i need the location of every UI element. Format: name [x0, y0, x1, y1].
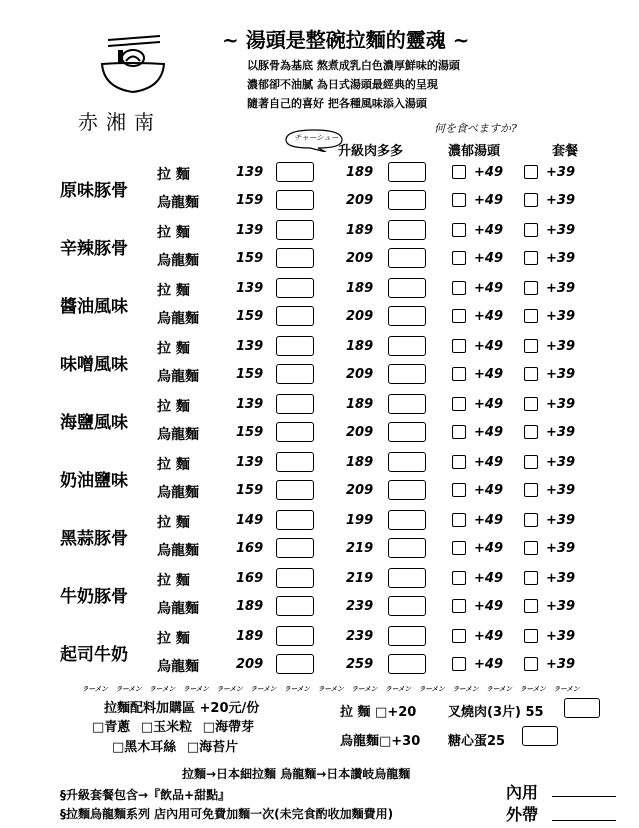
set-meal-price: +39 [546, 339, 575, 354]
refill-note: §拉麵烏龍麵系列 店內用可免費加麵一次(未完食酌收加麵費用) [60, 807, 394, 821]
set-meal-checkbox[interactable] [524, 513, 538, 527]
decor-ramen-text: ラーメン [149, 685, 176, 693]
noodle-type: 拉 麵 [157, 631, 190, 647]
rich-soup-price: +49 [474, 513, 503, 528]
addon-title: 拉麵配料加購區 +20元/份 [104, 701, 260, 716]
dine-in-line[interactable] [552, 796, 616, 797]
price: 139 [236, 165, 264, 180]
egg-qty-box[interactable] [522, 726, 558, 746]
qty-box[interactable] [276, 510, 314, 530]
noodle-type: 拉 麵 [157, 573, 190, 589]
rich-soup-price: +49 [474, 599, 503, 614]
addon-row-1 [92, 716, 254, 735]
upgrade-qty-box[interactable] [388, 190, 426, 210]
noodle-type: 拉 麵 [157, 167, 190, 183]
egg-addon-label: 糖心蛋25 [448, 734, 506, 749]
decor-ramen-text: ラーメン [418, 685, 445, 693]
qty-box[interactable] [276, 626, 314, 646]
rich-soup-price: +49 [474, 309, 503, 324]
decor-ramen-text: ラーメン [452, 685, 479, 693]
set-meal-price: +39 [546, 455, 575, 470]
rich-soup-checkbox[interactable] [452, 571, 466, 585]
set-meal-checkbox[interactable] [524, 251, 538, 265]
price: 189 [236, 629, 264, 644]
rich-soup-price: +49 [474, 483, 503, 498]
rich-soup-price: +49 [474, 425, 503, 440]
price: 159 [236, 425, 264, 440]
upgrade-price: 209 [346, 483, 374, 498]
upgrade-price: 189 [346, 165, 374, 180]
flavor-name: 醬油風味 [60, 297, 128, 317]
dine-in-label: 內用 [506, 783, 539, 802]
price: 159 [236, 367, 264, 382]
set-meal-checkbox[interactable] [524, 397, 538, 411]
upgrade-price: 209 [346, 425, 374, 440]
price: 139 [236, 223, 264, 238]
qty-box[interactable] [276, 220, 314, 240]
takeout-label: 外帶 [506, 805, 539, 824]
set-meal-checkbox[interactable] [524, 425, 538, 439]
brand-name: 赤湘南 [78, 110, 162, 134]
upgrade-price: 209 [346, 251, 374, 266]
rich-soup-price: +49 [474, 165, 503, 180]
noodle-type: 烏龍麵 [157, 659, 199, 675]
upgrade-price: 219 [346, 571, 374, 586]
set-meal-price: +39 [546, 541, 575, 556]
upgrade-qty-box[interactable] [388, 654, 426, 674]
flavor-name: 黑蒜豚骨 [60, 529, 128, 549]
upgrade-price: 209 [346, 367, 374, 382]
set-meal-checkbox[interactable] [524, 193, 538, 207]
price: 159 [236, 193, 264, 208]
noodle-type: 拉 麵 [157, 283, 190, 299]
price: 159 [236, 483, 264, 498]
decor-ramen-text: ラーメン [553, 685, 580, 693]
price: 209 [236, 657, 264, 672]
price: 159 [236, 251, 264, 266]
upgrade-qty-box[interactable] [388, 626, 426, 646]
rich-soup-price: +49 [474, 223, 503, 238]
noodle-type: 拉 麵 [157, 515, 190, 531]
upgrade-qty-box[interactable] [388, 422, 426, 442]
flavor-name: 奶油鹽味 [60, 471, 128, 491]
set-meal-checkbox[interactable] [524, 367, 538, 381]
set-meal-checkbox[interactable] [524, 339, 538, 353]
flavor-name: 原味豚骨 [60, 181, 128, 201]
rich-soup-price: +49 [474, 193, 503, 208]
set-meal-price: +39 [546, 251, 575, 266]
price: 189 [236, 599, 264, 614]
upgrade-price: 209 [346, 193, 374, 208]
qty-box[interactable] [276, 654, 314, 674]
addon-item-corn[interactable]: □玉米粒 [140, 720, 193, 735]
noodle-type: 烏龍麵 [157, 601, 199, 617]
upgrade-qty-box[interactable] [388, 248, 426, 268]
qty-box[interactable] [276, 538, 314, 558]
noodle-type: 拉 麵 [157, 225, 190, 241]
qty-box[interactable] [276, 568, 314, 588]
upgrade-qty-box[interactable] [388, 394, 426, 414]
noodle-type: 烏龍麵 [157, 253, 199, 269]
set-note: §升級套餐包含→『飲品+甜點』 [60, 788, 231, 802]
chashu-label: チャーシュー [294, 133, 339, 142]
decor-ramen-text: ラーメン [216, 685, 243, 693]
intro-text [247, 56, 460, 113]
header-upgrade: 升級肉多多 [338, 144, 404, 159]
upgrade-qty-box[interactable] [388, 162, 426, 182]
rich-soup-checkbox[interactable] [452, 367, 466, 381]
upgrade-qty-box[interactable] [388, 538, 426, 558]
flavor-name: 辛辣豚骨 [60, 239, 128, 259]
noodle-type: 烏龍麵 [157, 195, 199, 211]
rich-soup-price: +49 [474, 541, 503, 556]
upgrade-qty-box[interactable] [388, 220, 426, 240]
extra-ramen[interactable]: 拉 麵 □+20 [340, 705, 417, 720]
set-meal-price: +39 [546, 599, 575, 614]
qty-box[interactable] [276, 394, 314, 414]
rich-soup-checkbox[interactable] [452, 193, 466, 207]
decor-ramen-text: ラーメン [486, 685, 512, 693]
rich-soup-checkbox[interactable] [452, 483, 466, 497]
rich-soup-checkbox[interactable] [452, 657, 466, 671]
noodle-note: 拉麵→日本細拉麵 烏龍麵→日本讚岐烏龍麵 [182, 767, 411, 781]
set-meal-price: +39 [546, 367, 575, 382]
rich-soup-price: +49 [474, 367, 503, 382]
page-title: ~ 湯頭是整碗拉麵的靈魂 ~ [222, 28, 470, 52]
set-meal-price: +39 [546, 483, 575, 498]
set-meal-checkbox[interactable] [524, 657, 538, 671]
logo [98, 32, 168, 102]
decor-ramen-text: ラーメン [115, 685, 142, 693]
rich-soup-checkbox[interactable] [452, 251, 466, 265]
rich-soup-checkbox[interactable] [452, 513, 466, 527]
upgrade-price: 239 [346, 599, 374, 614]
upgrade-qty-box[interactable] [388, 568, 426, 588]
decor-ramen-text: ラーメン [519, 685, 546, 693]
set-meal-price: +39 [546, 571, 575, 586]
addon-item-seaweed[interactable]: □海帶芽 [202, 720, 254, 735]
upgrade-price: 189 [346, 223, 374, 238]
set-meal-checkbox[interactable] [524, 599, 538, 613]
price: 139 [236, 281, 264, 296]
set-meal-checkbox[interactable] [524, 309, 538, 323]
qty-box[interactable] [276, 306, 314, 326]
intro-line: 隨著自己的喜好 把各種風味添入湯頭 [247, 97, 427, 110]
rich-soup-checkbox[interactable] [452, 281, 466, 295]
upgrade-price: 259 [346, 657, 374, 672]
upgrade-qty-box[interactable] [388, 452, 426, 472]
rich-soup-price: +49 [474, 251, 503, 266]
flavor-name: 味噌風味 [60, 355, 128, 375]
set-meal-price: +39 [546, 657, 575, 672]
intro-line: 以豚骨為基底 熬煮成乳白色濃厚鮮味的湯頭 [247, 59, 460, 72]
chashu-bubble [282, 128, 346, 152]
qty-box[interactable] [276, 248, 314, 268]
noodle-type: 拉 麵 [157, 399, 190, 415]
set-meal-price: +39 [546, 309, 575, 324]
rich-soup-checkbox[interactable] [452, 339, 466, 353]
rich-soup-checkbox[interactable] [452, 425, 466, 439]
upgrade-qty-box[interactable] [388, 278, 426, 298]
noodle-type: 拉 麵 [157, 341, 190, 357]
rich-soup-checkbox[interactable] [452, 455, 466, 469]
flavor-name: 海鹽風味 [60, 413, 128, 433]
takeout-line[interactable] [552, 820, 616, 821]
header-rich-soup: 濃郁湯頭 [448, 144, 501, 159]
price: 139 [236, 397, 264, 412]
rich-soup-checkbox[interactable] [452, 223, 466, 237]
set-meal-checkbox[interactable] [524, 629, 538, 643]
upgrade-price: 219 [346, 541, 374, 556]
addon-item-black-fungus[interactable]: □黑木耳絲 [112, 740, 177, 755]
rich-soup-price: +49 [474, 571, 503, 586]
decor-ramen-text: ラーメン [351, 685, 378, 693]
set-meal-checkbox[interactable] [524, 281, 538, 295]
noodle-type: 烏龍麵 [157, 427, 199, 443]
extra-udon[interactable]: 烏龍麵□+30 [340, 734, 421, 749]
flavor-name: 起司牛奶 [60, 645, 128, 665]
rich-soup-price: +49 [474, 281, 503, 296]
decor-ramen-text: ラーメン [250, 685, 277, 693]
rich-soup-checkbox[interactable] [452, 541, 466, 555]
upgrade-price: 189 [346, 455, 374, 470]
header-set-meal: 套餐 [552, 144, 579, 159]
question-text: 何を食べますか? [434, 122, 517, 135]
price: 169 [236, 571, 264, 586]
set-meal-checkbox[interactable] [524, 165, 538, 179]
decor-ramen-text: ラーメン [317, 685, 344, 693]
upgrade-price: 209 [346, 309, 374, 324]
upgrade-price: 189 [346, 339, 374, 354]
qty-box[interactable] [276, 364, 314, 384]
set-meal-price: +39 [546, 425, 575, 440]
qty-box[interactable] [276, 336, 314, 356]
upgrade-qty-box[interactable] [388, 306, 426, 326]
price: 159 [236, 309, 264, 324]
upgrade-qty-box[interactable] [388, 480, 426, 500]
price: 149 [236, 513, 264, 528]
qty-box[interactable] [276, 422, 314, 442]
noodle-type: 烏龍麵 [157, 543, 199, 559]
set-meal-checkbox[interactable] [524, 483, 538, 497]
decor-line [82, 676, 602, 695]
upgrade-qty-box[interactable] [388, 596, 426, 616]
set-meal-price: +39 [546, 513, 575, 528]
set-meal-price: +39 [546, 193, 575, 208]
rich-soup-price: +49 [474, 339, 503, 354]
price: 139 [236, 339, 264, 354]
rich-soup-checkbox[interactable] [452, 629, 466, 643]
qty-box[interactable] [276, 278, 314, 298]
set-meal-checkbox[interactable] [524, 541, 538, 555]
price: 139 [236, 455, 264, 470]
set-meal-price: +39 [546, 281, 575, 296]
upgrade-qty-box[interactable] [388, 364, 426, 384]
chashu-addon-label: 叉燒肉(3片) 55 [448, 705, 544, 720]
set-meal-price: +39 [546, 223, 575, 238]
ramen-bowl-icon [98, 32, 168, 102]
rich-soup-price: +49 [474, 455, 503, 470]
decor-ramen-text: ラーメン [385, 685, 411, 693]
qty-box[interactable] [276, 162, 314, 182]
price: 169 [236, 541, 264, 556]
rich-soup-price: +49 [474, 629, 503, 644]
qty-box[interactable] [276, 190, 314, 210]
decor-ramen-text: ラーメン [284, 685, 310, 693]
noodle-type: 烏龍麵 [157, 369, 199, 385]
addon-item-nori[interactable]: □海苔片 [186, 740, 239, 755]
qty-box[interactable] [276, 596, 314, 616]
rich-soup-price: +49 [474, 657, 503, 672]
noodle-type: 烏龍麵 [157, 485, 199, 501]
decor-ramen-text: ラーメン [183, 685, 209, 693]
rich-soup-checkbox[interactable] [452, 165, 466, 179]
qty-box[interactable] [276, 452, 314, 472]
chashu-qty-box[interactable] [564, 698, 600, 718]
set-meal-price: +39 [546, 629, 575, 644]
upgrade-price: 239 [346, 629, 374, 644]
upgrade-qty-box[interactable] [388, 336, 426, 356]
addon-row-2 [112, 736, 238, 755]
upgrade-price: 199 [346, 513, 374, 528]
qty-box[interactable] [276, 480, 314, 500]
intro-line: 濃郁卻不油膩 為日式湯頭最經典的呈現 [247, 78, 438, 91]
set-meal-checkbox[interactable] [524, 455, 538, 469]
set-meal-checkbox[interactable] [524, 223, 538, 237]
upgrade-qty-box[interactable] [388, 510, 426, 530]
addon-item-green-onion[interactable]: □青蔥 [92, 720, 131, 735]
set-meal-price: +39 [546, 165, 575, 180]
flavor-name: 牛奶豚骨 [60, 587, 128, 607]
decor-ramen-text: ラーメン [82, 685, 108, 693]
rich-soup-price: +49 [474, 397, 503, 412]
upgrade-price: 189 [346, 397, 374, 412]
upgrade-price: 189 [346, 281, 374, 296]
noodle-type: 烏龍麵 [157, 311, 199, 327]
rich-soup-checkbox[interactable] [452, 309, 466, 323]
rich-soup-checkbox[interactable] [452, 397, 466, 411]
noodle-type: 拉 麵 [157, 457, 190, 473]
set-meal-checkbox[interactable] [524, 571, 538, 585]
rich-soup-checkbox[interactable] [452, 599, 466, 613]
set-meal-price: +39 [546, 397, 575, 412]
